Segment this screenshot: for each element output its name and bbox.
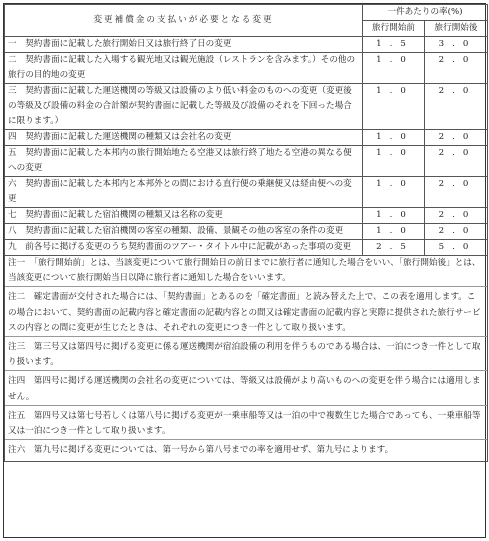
header-col-before: 旅行開始前 [363,21,425,37]
row-text: 七 契約書面に記載した宿泊機関の種類又は名称の変更 [5,208,363,224]
rate-before: 1.0 [363,208,425,224]
rate-after: 2.0 [425,177,488,208]
rate-before: 1.0 [363,84,425,130]
table-row [5,37,488,53]
compensation-table-document [3,3,486,538]
table-row [5,177,488,208]
note-4: 注四 第四号に掲げる運送機関の会社名の変更については、等級又は設備がより高いものへの変更を伴う場合には適用しません。 [5,374,487,405]
row-text: 九 前各号に掲げる変更のうち契約書面のツアー・タイトル中に記載があった事項の変更 [5,240,363,256]
compensation-table [4,4,488,462]
rate-after: 2.0 [425,208,488,224]
rate-before: 1.0 [363,130,425,146]
notes-row [5,256,488,462]
table-row [5,224,488,240]
table-row [5,208,488,224]
row-text: 三 契約書面に記載した運送機関の等級又は設備のより低い料金のものへの変更（変更後の等級及び設備の料金の合計額が契約書面に記載した等級及び設備のそれを下回った場合に限ります。） [5,84,363,130]
rate-after: 2.0 [425,224,488,240]
notes-cell [5,256,488,462]
header-title: 変更補償金の支払いが必要となる変更 [5,5,363,37]
header-rate-group: 一件あたりの率(%) [363,5,488,21]
header-row [5,5,488,21]
note-3: 注三 第三号又は第四号に掲げる変更に係る運送機関が宿泊設備の利用を伴うものである場合は、一泊につき一件として取り扱います。 [5,340,487,371]
rate-after: 3.0 [425,37,488,53]
row-text: 八 契約書面に記載した宿泊機関の客室の種類、設備、景観その他の客室の条件の変更 [5,224,363,240]
rate-before: 1.0 [363,177,425,208]
table-row [5,84,488,130]
row-text: 五 契約書面に記載した本邦内の旅行開始地たる空港又は旅行終了地たる空港の異なる便への変更 [5,146,363,177]
row-text: 六 契約書面に記載した本邦内と本邦外との間における直行便の乗継便又は経由便への変更 [5,177,363,208]
rate-after: 2.0 [425,146,488,177]
row-text: 一 契約書面に記載した旅行開始日又は旅行終了日の変更 [5,37,363,53]
row-text: 四 契約書面に記載した運送機関の種類又は会社名の変更 [5,130,363,146]
header-col-after: 旅行開始後 [425,21,488,37]
rate-before: 1.0 [363,224,425,240]
rate-before: 1.5 [363,37,425,53]
table-row [5,146,488,177]
rate-after: 2.0 [425,53,488,84]
note-2: 注二 確定書面が交付された場合には、「契約書面」とあるのを「確定書面」と読み替えた上で、この表を適用します。この場合において、契約書面の記載内容と確定書面の記載内容との間又は確定書面の記載内容と実際に提供された旅行サービスの内容との間に変更が生じたときは、それぞれの変更につき一件として取り扱います。 [5,290,487,337]
table-row [5,130,488,146]
table-row [5,53,488,84]
rate-before: 2.5 [363,240,425,256]
note-6: 注六 第九号に掲げる変更については、第一号から第八号までの率を適用せず、第九号によります。 [8,445,394,456]
rate-after: 2.0 [425,84,488,130]
rate-after: 5.0 [425,240,488,256]
note-1: 注一 「旅行開始前」とは、当該変更について旅行開始日の前日までに旅行者に通知した場合をいい、「旅行開始後」とは、当該変更について旅行開始当日以降に旅行者に通知した場合をいいます。 [5,256,487,287]
rate-after: 2.0 [425,130,488,146]
note-5: 注五 第四号又は第七号若しくは第八号に掲げる変更が一乗車船等又は一泊の中で複数生じた場合であっても、一乗車船等又は一泊につき一件として取り扱います。 [5,409,487,440]
row-text: 二 契約書面に記載した入場する観光地又は観光施設（レストランを含みます。）その他の旅行の目的地の変更 [5,53,363,84]
table-row [5,240,488,256]
rate-before: 1.0 [363,146,425,177]
rate-before: 1.0 [363,53,425,84]
